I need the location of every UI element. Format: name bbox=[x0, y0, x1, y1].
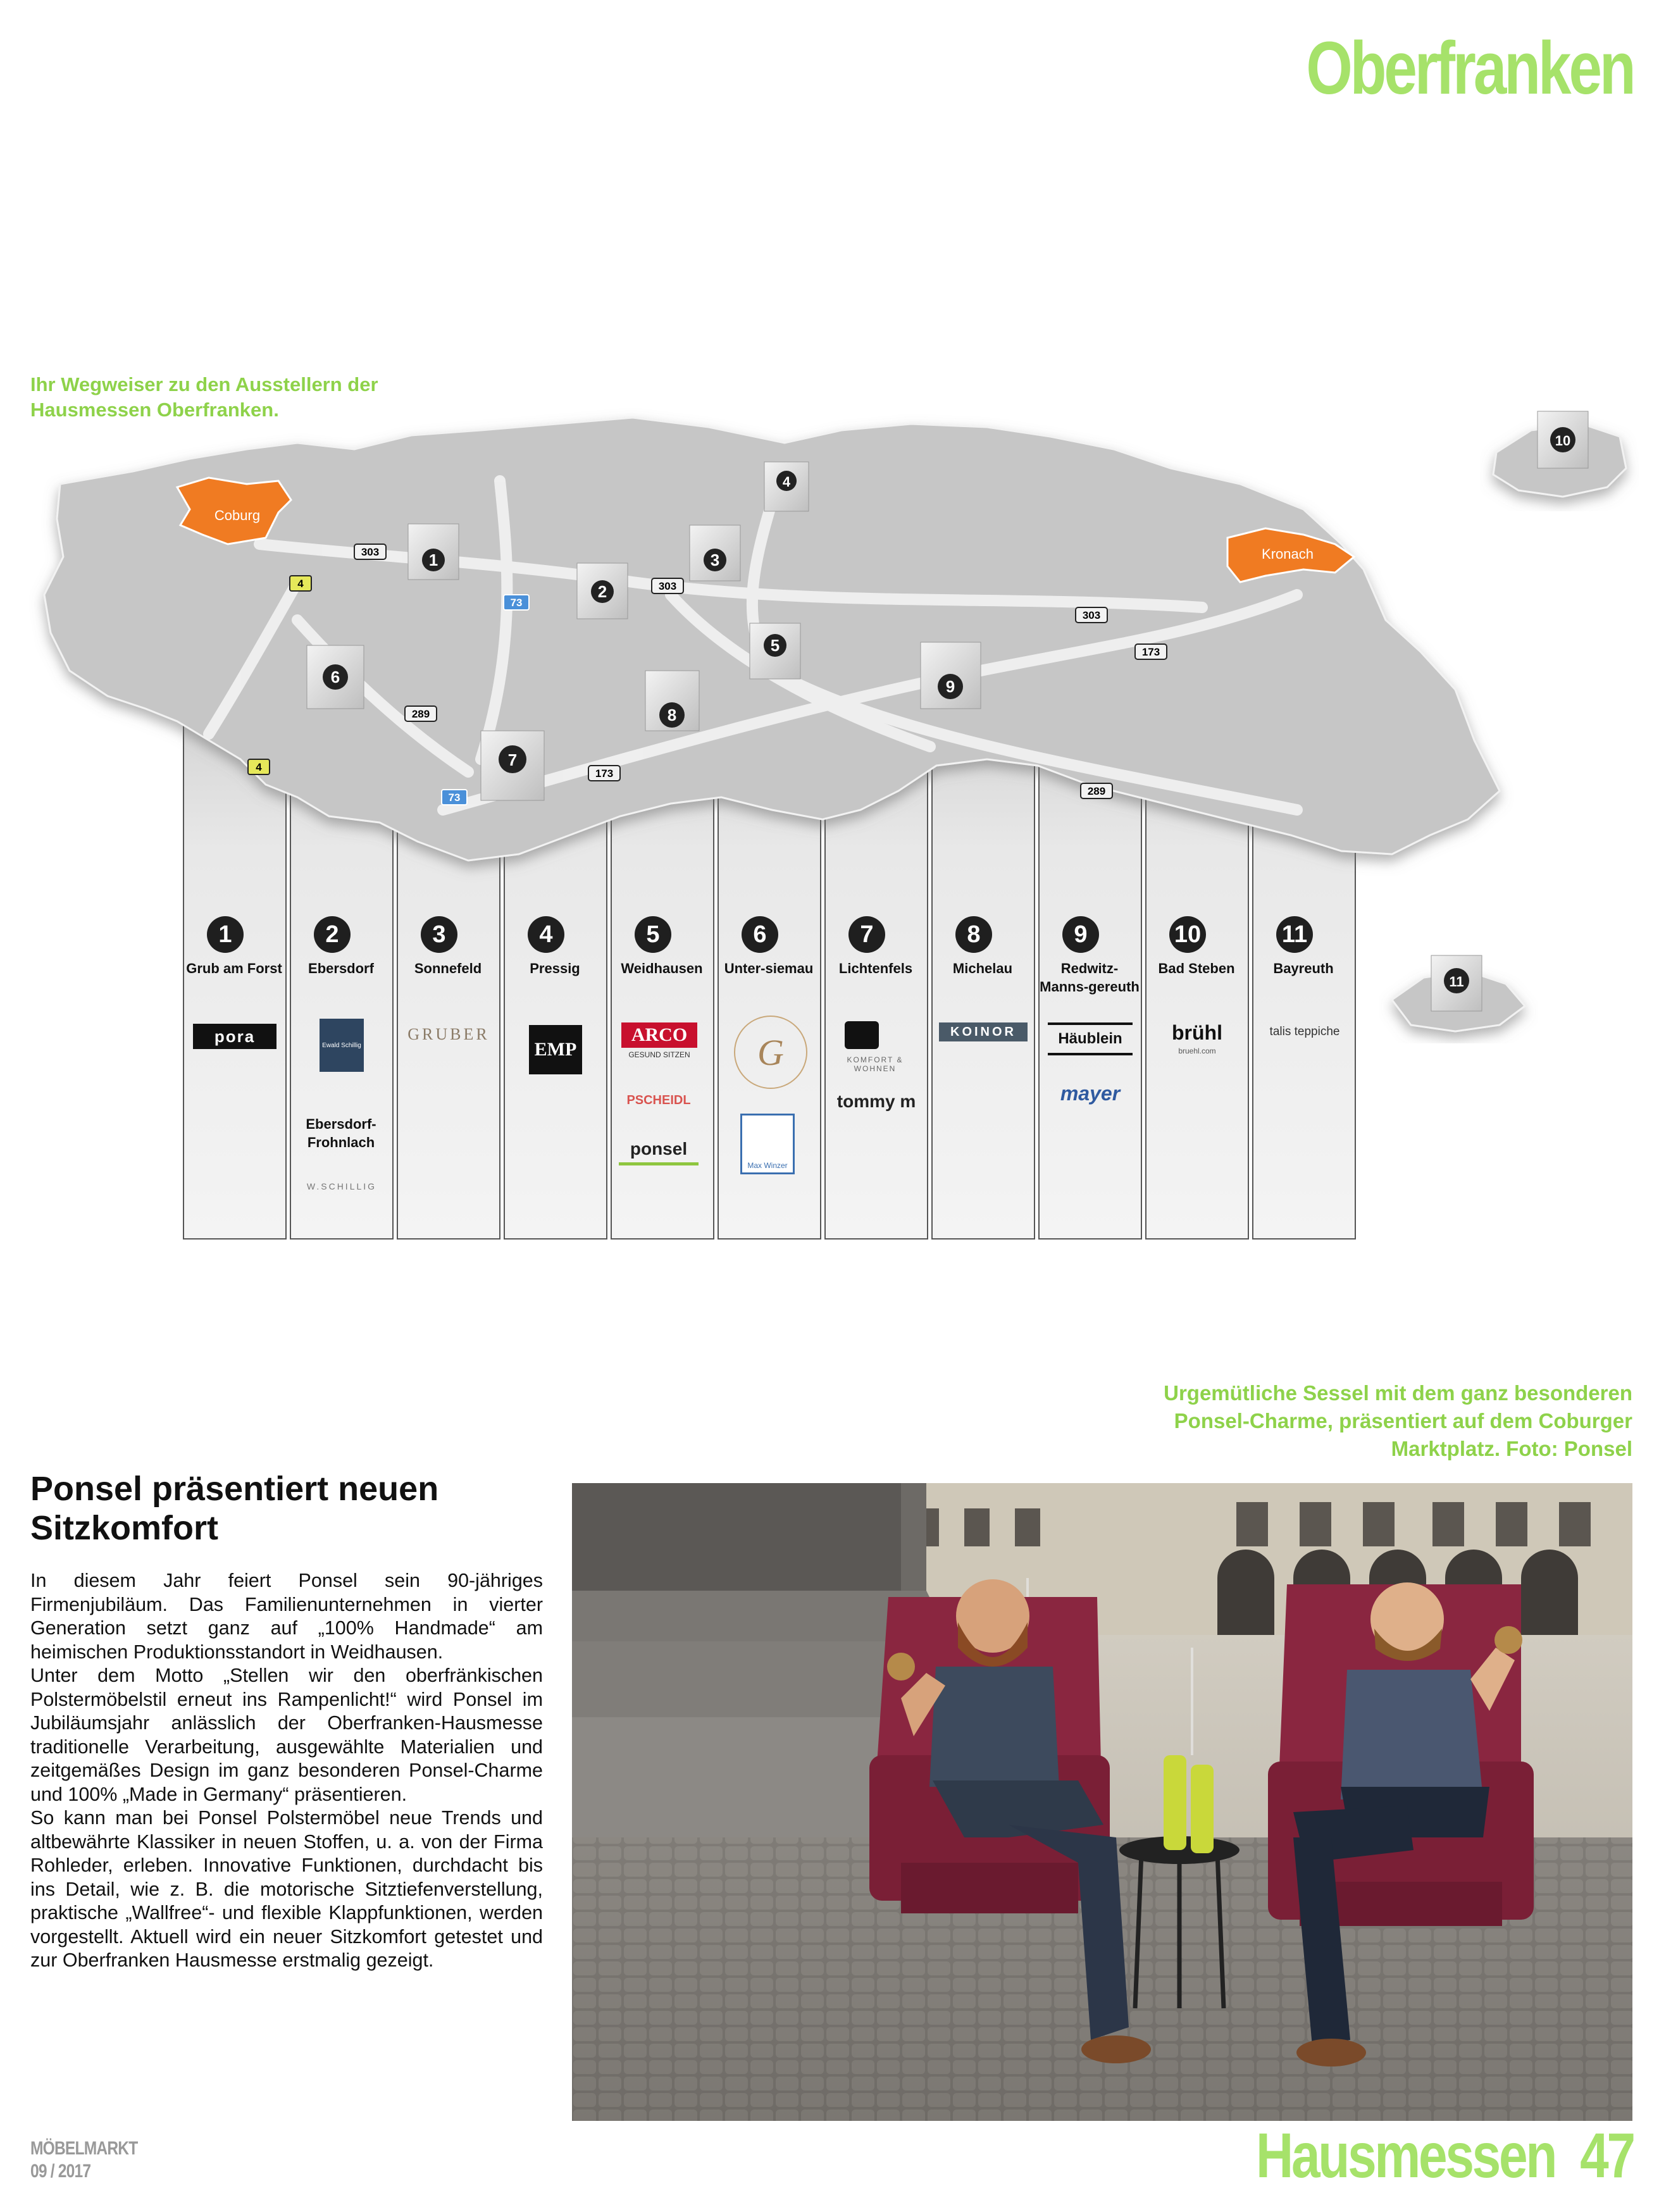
column-number: 2 bbox=[314, 916, 351, 953]
article-title: Ponsel präsentiert neuen Sitzkomfort bbox=[30, 1470, 439, 1547]
svg-text:73: 73 bbox=[510, 597, 523, 609]
marker-11 bbox=[1431, 955, 1482, 1011]
svg-text:303: 303 bbox=[658, 580, 677, 592]
logo-komfort-wohnen: KOMFORT & WOHNEN bbox=[847, 1055, 904, 1073]
logo-arco: ARCO bbox=[621, 1022, 697, 1048]
column-number: 9 bbox=[1062, 916, 1099, 953]
page-number: 47 bbox=[1580, 2120, 1634, 2191]
svg-text:6: 6 bbox=[330, 668, 340, 687]
column-place: Bad Steben bbox=[1158, 960, 1235, 976]
svg-text:289: 289 bbox=[1087, 785, 1106, 797]
column-place: Pressig bbox=[530, 960, 580, 976]
section-title: Oberfranken bbox=[1306, 27, 1634, 110]
column-number: 5 bbox=[635, 916, 671, 953]
marker-1 bbox=[408, 524, 459, 580]
column-number: 1 bbox=[207, 916, 244, 953]
svg-text:303: 303 bbox=[361, 546, 380, 558]
logo-bruehl: brühl bbox=[1172, 1021, 1222, 1044]
svg-text:10: 10 bbox=[1555, 433, 1571, 449]
logo-gruber: GRUBER bbox=[407, 1025, 490, 1043]
svg-text:173: 173 bbox=[595, 767, 614, 780]
column-number: 8 bbox=[955, 916, 992, 953]
logo-mayer: mayer bbox=[1060, 1081, 1121, 1105]
magazine-issue: 09 / 2017 bbox=[30, 2161, 91, 2182]
column-number: 7 bbox=[848, 916, 885, 953]
column-number: 10 bbox=[1169, 916, 1206, 953]
svg-text:Kronach: Kronach bbox=[1262, 546, 1314, 562]
ponsel-photo bbox=[572, 1483, 1632, 2121]
article-body bbox=[30, 1569, 543, 1973]
logo-emp: EMP bbox=[529, 1025, 582, 1074]
svg-text:7: 7 bbox=[507, 750, 518, 769]
column-place: Michelau bbox=[952, 960, 1013, 976]
column-place: Unter-siemau bbox=[724, 960, 814, 976]
marker-4 bbox=[764, 462, 809, 511]
svg-text:289: 289 bbox=[411, 708, 430, 720]
logo-ponsel: ponsel bbox=[619, 1136, 699, 1165]
logo-ewald-schillig: Ewald Schillig bbox=[320, 1019, 364, 1072]
svg-text:3: 3 bbox=[710, 550, 720, 569]
logo-w-schillig: W.SCHILLIG bbox=[306, 1181, 377, 1191]
svg-text:5: 5 bbox=[770, 636, 780, 655]
column-number: 11 bbox=[1276, 916, 1313, 953]
svg-text:73: 73 bbox=[448, 792, 461, 804]
footer-section-title: Hausmessen bbox=[1256, 2120, 1556, 2191]
svg-text:Coburg: Coburg bbox=[214, 507, 261, 523]
magazine-name bbox=[30, 2137, 137, 2183]
column-number: 3 bbox=[421, 916, 457, 953]
logo-km-mark bbox=[845, 1021, 879, 1049]
column-place: Weidhausen bbox=[621, 960, 703, 976]
logo-haeublein: Häublein bbox=[1048, 1022, 1133, 1055]
logo-tommy-m: tommy m bbox=[836, 1091, 916, 1111]
marker-10 bbox=[1538, 411, 1588, 468]
column-place: Sonnefeld bbox=[414, 960, 482, 976]
logo-bruehl-url: bruehl.com bbox=[1178, 1047, 1216, 1055]
marker-8 bbox=[645, 671, 699, 731]
footer-section bbox=[1256, 2120, 1634, 2192]
column-number: 6 bbox=[742, 916, 778, 953]
column-sub-place: Ebersdorf-Frohnlach bbox=[306, 1116, 376, 1150]
column-number: 4 bbox=[528, 916, 564, 953]
svg-text:173: 173 bbox=[1141, 646, 1160, 658]
column-place: Lichtenfels bbox=[838, 960, 913, 976]
svg-text:4: 4 bbox=[256, 761, 262, 773]
marker-9 bbox=[921, 642, 981, 709]
marker-5 bbox=[750, 623, 800, 679]
svg-text:1: 1 bbox=[428, 550, 438, 569]
article-paragraph: In diesem Jahr feiert Ponsel sein 90-jähriges Firmenjubiläum. Das Familienunternehmen in vierter Generation setzt ganz auf „100% Handmade“ am heimischen Produktionsstandort in Weidhausen. bbox=[30, 1570, 543, 1663]
svg-text:9: 9 bbox=[945, 677, 955, 696]
column-place: Grub am Forst bbox=[186, 960, 282, 976]
exhibitor-map bbox=[0, 354, 1659, 1272]
logo-max-winzer: Max Winzer bbox=[740, 1114, 795, 1174]
marker-7 bbox=[481, 731, 544, 800]
logo-pora: pora bbox=[193, 1024, 276, 1049]
logo-talis: talis teppiche bbox=[1269, 1025, 1340, 1038]
marker-3 bbox=[690, 525, 740, 581]
marker-6 bbox=[307, 645, 364, 709]
photo-caption: Urgemütliche Sessel mit dem ganz besonderen Ponsel-Charme, präsentiert auf dem Coburger Marktplatz. Foto: Ponsel bbox=[1164, 1381, 1632, 1460]
map-caption: Ihr Wegweiser zu den Ausstellern der Hausmessen Oberfranken. bbox=[30, 373, 378, 421]
svg-text:4: 4 bbox=[297, 578, 304, 590]
column-place: Bayreuth bbox=[1273, 960, 1334, 976]
svg-text:4: 4 bbox=[782, 474, 791, 490]
logo-arco-tagline: GESUND SITZEN bbox=[628, 1050, 690, 1059]
logo-g-emblem: G bbox=[734, 1016, 807, 1089]
marker-2 bbox=[577, 563, 628, 619]
logo-koinor: KOINOR bbox=[939, 1022, 1028, 1041]
svg-text:303: 303 bbox=[1082, 609, 1101, 621]
svg-text:8: 8 bbox=[667, 705, 677, 724]
logo-pscheidl: PSCHEIDL bbox=[626, 1093, 691, 1107]
magazine-title: MÖBELMARKT bbox=[30, 2138, 138, 2159]
svg-text:11: 11 bbox=[1449, 974, 1464, 990]
article-paragraph: Unter dem Motto „Stellen wir den oberfränkischen Polstermöbelstil erneut ins Rampenlicht!“ wird Ponsel im Jubiläumsjahr anlässlich der Oberfranken-Hausmesse traditionelle Verarbeitung, ausgewählte Materialien und zeitgemäßes Design im ganz besonderen Ponsel-Charme und 100% „Made in Germany“ präsentieren. bbox=[30, 1665, 543, 1805]
article-paragraph: So kann man bei Ponsel Polstermöbel neue Trends und altbewährte Klassiker in neuen Stoffen, u. a. von der Firma Rohleder, erleben. Innovative Funktionen, durchdacht bis ins Detail, wie z. B. die motorische Sitztiefenverstellung, praktische „Wallfree“- und flexible Klappfunktionen, werden vorgestellt. Aktuell wird ein neuer Sitzkomfort getestet und zur Oberfranken Hausmesse erstmalig gezeigt. bbox=[30, 1807, 543, 1971]
column-place: Ebersdorf bbox=[308, 960, 374, 976]
svg-text:2: 2 bbox=[597, 582, 607, 601]
column-place: Redwitz-Manns-gereuth bbox=[1040, 960, 1140, 995]
